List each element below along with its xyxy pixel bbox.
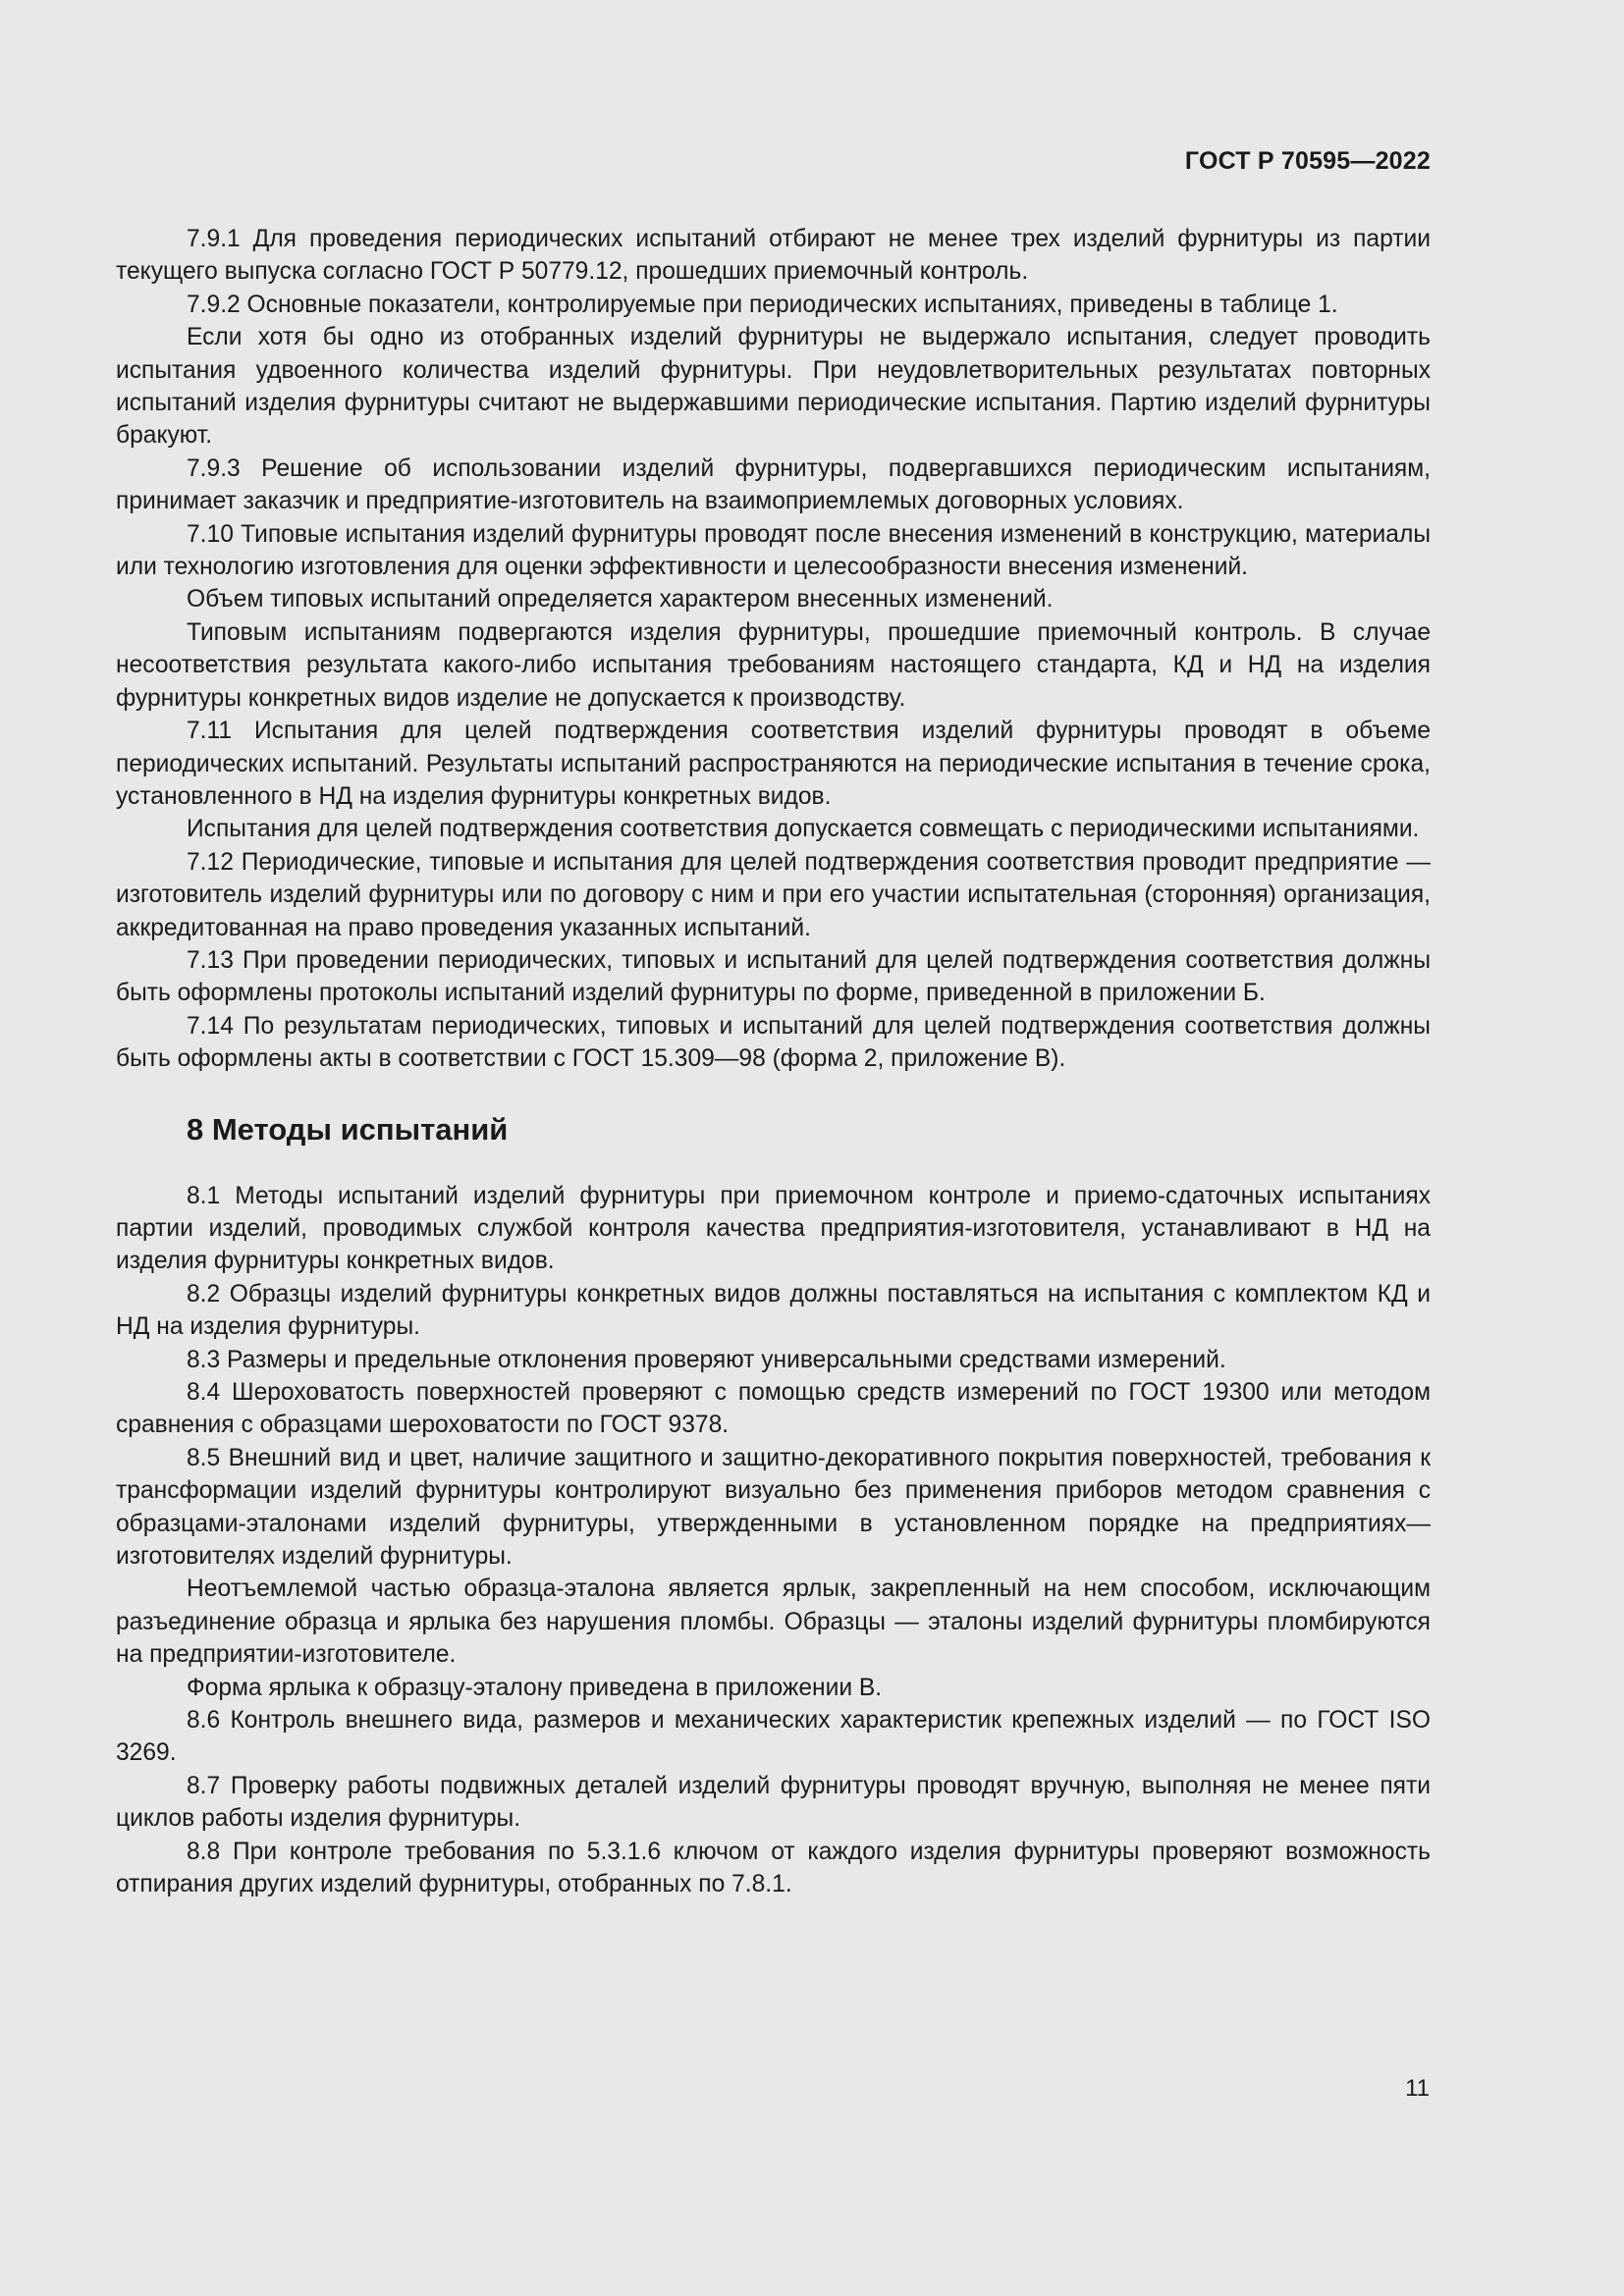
paragraph-7-11-combine: Испытания для целей подтверждения соответствия допускается совмещать с периодическими испытаниями. [187, 816, 1420, 843]
section-8-heading: 8 Методы испытаний [187, 1111, 509, 1147]
page-number: 11 [1405, 2075, 1430, 2102]
paragraph-7-9-3: 7.9.3 Решение об использовании изделий фурнитуры, подвергавшихся периодическим испытаниям, принимает заказчик и предприятие-изготовитель на взаимоприемлемых договорных условиях. [116, 454, 1431, 515]
paragraph-8-5-label-form: Форма ярлыка к образцу-эталону приведена в приложении В. [187, 1674, 883, 1701]
paragraph-7-9-1: 7.9.1 Для проведения периодических испытаний отбирают не менее трех изделий фурнитуры из партии текущего выпуска согласно ГОСТ Р 50779.12, прошедших приемочный контроль. [116, 226, 1431, 286]
document-code-header: ГОСТ Р 70595—2022 [1184, 147, 1431, 175]
paragraph-8-2: 8.2 Образцы изделий фурнитуры конкретных видов должны поставляться на испытания с комплектом КД и НД на изделия фурнитуры. [116, 1280, 1431, 1341]
paragraph-8-5-label: Неотъемлемой частью образца-эталона является ярлык, закрепленный на нем способом, исключающим разъединение образца и ярлыка без нарушения пломбы. Образцы — эталоны изделий фурнитуры пломбируются на предприятии-изготовителе. [116, 1575, 1431, 1669]
paragraph-7-9-2: 7.9.2 Основные показатели, контролируемые при периодических испытаниях, приведены в таблице 1. [187, 291, 1338, 318]
document-body [116, 223, 1431, 1901]
paragraph-8-8: 8.8 При контроле требования по 5.3.1.6 ключом от каждого изделия фурнитуры проверяют возможность отпирания других изделий фурнитуры, отобранных по 7.8.1. [116, 1838, 1431, 1898]
paragraph-7-10-type-tests: Типовым испытаниям подвергаются изделия фурнитуры, прошедшие приемочный контроль. В случае несоответствия результата какого-либо испытания требованиям настоящего стандарта, КД и НД на изделия фурнитуры конкретных видов изделие не допускается к производству. [116, 618, 1431, 712]
paragraph-7-12: 7.12 Периодические, типовые и испытания для целей подтверждения соответствия проводит предприятие — изготовитель изделий фурнитуры или по договору с ним и при его участии испытательная (сторонняя) организация, аккредитованная на право проведения указанных испытаний. [116, 848, 1431, 941]
paragraph-7-14: 7.14 По результатам периодических, типовых и испытаний для целей подтверждения соответствия должны быть оформлены акты в соответствии с ГОСТ 15.309—98 (форма 2, приложение В). [116, 1012, 1431, 1073]
paragraph-8-7: 8.7 Проверку работы подвижных деталей изделий фурнитуры проводят вручную, выполняя не менее пяти циклов работы изделия фурнитуры. [116, 1772, 1431, 1833]
paragraph-7-11: 7.11 Испытания для целей подтверждения соответствия изделий фурнитуры проводят в объеме периодических испытаний. Результаты испытаний распространяются на периодические испытания в течение срока, установленного в НД на изделия фурнитуры конкретных видов. [116, 718, 1431, 810]
paragraph-7-10-scope: Объем типовых испытаний определяется характером внесенных изменений. [187, 586, 1054, 614]
paragraph-7-13: 7.13 При проведении периодических, типовых и испытаний для целей подтверждения соответствия должны быть оформлены протоколы испытаний изделий фурнитуры по форме, приведенной в приложении Б. [116, 946, 1431, 1007]
paragraph-8-4: 8.4 Шероховатость поверхностей проверяют с помощью средств измерений по ГОСТ 19300 или методом сравнения с образцами шероховатости по ГОСТ 9378. [116, 1379, 1431, 1439]
paragraph-7-9-2-retest: Если хотя бы одно из отобранных изделий фурнитуры не выдержало испытания, следует проводить испытания удвоенного количества изделий фурнитуры. При неудовлетворительных результатах повторных испытаний изделия фурнитуры считают не выдержавшими периодические испытания. Партию изделий фурнитуры бракуют. [116, 324, 1431, 450]
paragraph-8-5: 8.5 Внешний вид и цвет, наличие защитного и защитно-декоративного покрытия поверхностей, требования к трансформации изделий фурнитуры контролируют визуально без применения приборов методом сравнения с образцами-эталонами изделий фурнитуры, утвержденными в установленном порядке на предприятиях—изготовителях изделий фурнитуры. [116, 1444, 1431, 1571]
paragraph-7-10: 7.10 Типовые испытания изделий фурнитуры проводят после внесения изменений в конструкцию, материалы или технологию изготовления для оценки эффективности и целесообразности внесения изменений. [116, 520, 1431, 581]
paragraph-8-1: 8.1 Методы испытаний изделий фурнитуры при приемочном контроле и приемо-сдаточных испытаниях партии изделий, проводимых службой контроля качества предприятия-изготовителя, устанавливают в НД на изделия фурнитуры конкретных видов. [116, 1182, 1431, 1275]
paragraph-8-6: 8.6 Контроль внешнего вида, размеров и механических характеристик крепежных изделий — по ГОСТ ISO 3269. [116, 1707, 1431, 1767]
paragraph-8-3: 8.3 Размеры и предельные отклонения проверяют универсальными средствами измерений. [187, 1346, 1226, 1373]
